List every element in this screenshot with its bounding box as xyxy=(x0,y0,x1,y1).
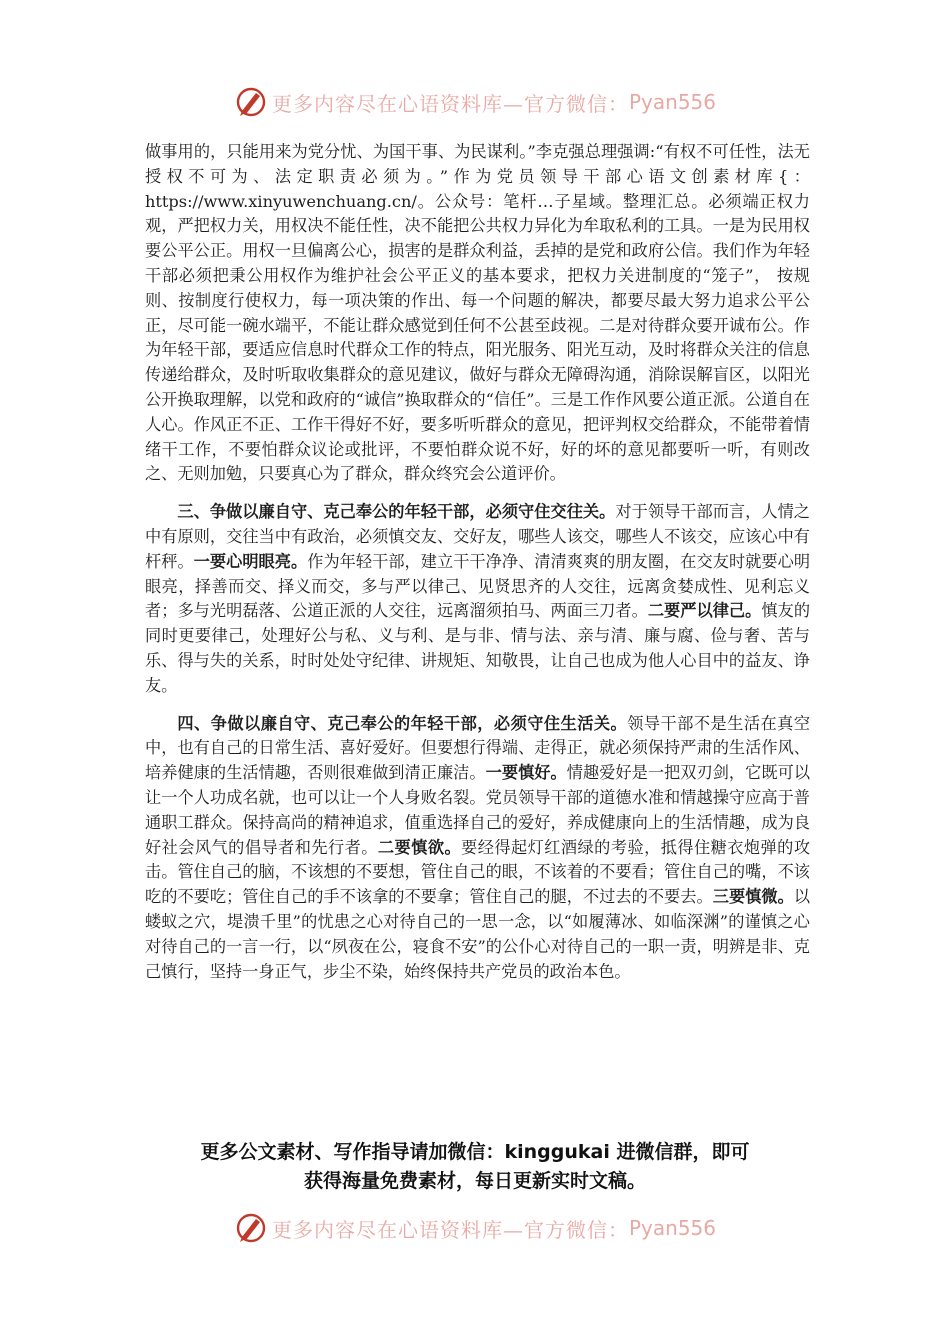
section-four-point-2: 二要慎欲。 xyxy=(377,837,462,857)
footer-banner xyxy=(0,1208,950,1248)
banner-text: 更多内容尽在心语资料库—官方微信： xyxy=(271,91,629,116)
paragraph-continuation: 做事用的，只能用来为党分忧、为国干事、为民谋利。”李克强总理强调:“有权不可任性，法无授权不可为、法定职责必须为。”作为党员领导干部心语文创素材库{：https://www.xinyuwenchuang.cn/。公众号：笔杆…子星域。整理汇总。必须端正权力观，严把权力关，用权决不能任性，决不能把公共权力异化为牟取私利的工具。一是为民用权要公平公正。用权一旦偏离公心，损害的是群众利益，丢掉的是党和政府公信。我们作为年轻干部必须把秉公用权作为维护社会公平正义的基本要求，把权力关进制度的“笼子”， 按规则、按制度行使权力，每一项决策的作出、每一个问题的解决，都要尽最大努力追求公平公正，尽可能一碗水端平，不能让群众感觉到任何不公甚至歧视。二是对待群众要开诚布公。作为年轻干部，要适应信息时代群众工作的特点，阳光服务、阳光互动，及时将群众关注的信息传递给群众，及时听取收集群众的意见建议，做好与群众无障碍沟通，消除误解盲区，以阳光公开换取理解，以党和政府的“诚信”换取群众的“信任”。三是工作作风要公道正派。公道自在人心。作风正不正、工作干得好不好，要多听听群众的意见，把评判权交给群众，不能带着情绪干工作，不要怕群众议论或批评，不要怕群众说不好，好的坏的意见都要听一听，有则改之、无则加勉，只要真心为了群众，群众终究会公道评价。 xyxy=(145,142,810,484)
section-four-text-c: 要经得起灯红酒绿的考验，抵得住糖衣炮弹的攻击。管住自己的脑，不该想的不要想，管住自己的眼，不该着的不要看；管住自己的嘴，不该吃的不要吃；管住自己的手不该拿的不要拿；管住自己的腿，不过去的不要去。 xyxy=(145,837,811,907)
header-banner xyxy=(0,82,950,122)
pen-circle-logo-icon xyxy=(234,85,268,119)
section-four-text-d: 以蝼蚁之穴，堤溃千里”的忧患之心对待自己的一思一念，以“如履薄冰、如临深渊”的谨慎之心对待自己的一言一行，以“夙夜在公，寝食不安”的公仆心对待自己的一职一责，明辨是非、克己慎行，坚持一身正气，步尘不染，始终保持共产党员的政治本色。 xyxy=(145,887,811,981)
banner-text: 更多内容尽在心语资料库—官方微信： xyxy=(271,1217,629,1242)
section-three-point-1: 一要心明眼亮。 xyxy=(193,551,308,571)
section-four-text-b: 情趣爱好是一把双刃剑，它既可以让一个人功成名就，也可以让一个人身败名裂。党员领导干部的道德水准和情越操守应高于普通职工群众。保持高尚的精神追求，值重选择自己的爱好，养成健康向上的生活情趣，成为良好社会风气的倡导者和先行者。 xyxy=(145,763,811,857)
pen-circle-logo-icon xyxy=(234,1211,268,1245)
section-three-point-2: 二要严以律己。 xyxy=(647,601,762,621)
section-four-point-3: 三要慎微。 xyxy=(712,887,794,907)
section-four-point-1: 一要慎好。 xyxy=(485,763,567,783)
section-four xyxy=(145,712,810,985)
section-three-heading: 三、争做以廉自守、克己奉公的年轻干部，必须守住交往关。 xyxy=(177,502,616,522)
banner-wechat-id: Pyan556 xyxy=(628,90,716,114)
section-three-text-a: 对于领导干部而言，人情之中有原则，交往当中有政治，必须慎交友、交好友，哪些人该交，哪些人不该交，应该心中有杆秤。 xyxy=(145,502,810,571)
section-three-text-b: 作为年轻干部，建立干干净净、清清爽爽的朋友圈，在交友时就要心明眼亮，择善而交、择义而交，多与严以律己、见贤思齐的人交往，远离贪婪成性、见利忘义者；多与光明磊落、公道正派的人交往，远离溜须拍马、两面三刀者。 xyxy=(145,551,811,621)
section-three-text-c: 慎友的同时更要律己，处理好公与私、义与利、是与非、情与法、亲与清、廉与腐、俭与奢、苦与乐、得与失的关系，时时处处守纪律、讲规矩、知敬畏，让自己也成为他人心目中的益友、诤友。 xyxy=(145,601,811,695)
document-body xyxy=(145,140,810,984)
section-four-heading: 四、争做以廉自守、克己奉公的年轻干部，必须守住生活关。 xyxy=(177,713,628,733)
footer-note-line-2: 获得海量免费素材，每日更新实时文稿。 xyxy=(303,1170,646,1192)
footer-note xyxy=(130,1138,820,1196)
section-four-text-a: 领导干部不是生活在真空中，也有自己的日常生活、喜好爱好。但要想行得端、走得正，就必须保持严肃的生活作风、培养健康的生活情趣，否则很难做到清正廉洁。 xyxy=(145,713,811,783)
banner-wechat-id: Pyan556 xyxy=(628,1216,716,1240)
footer-note-line-1: 更多公文素材、写作指导请加微信：kinggukai 进微信群，即可 xyxy=(200,1141,750,1163)
section-three xyxy=(145,500,810,698)
